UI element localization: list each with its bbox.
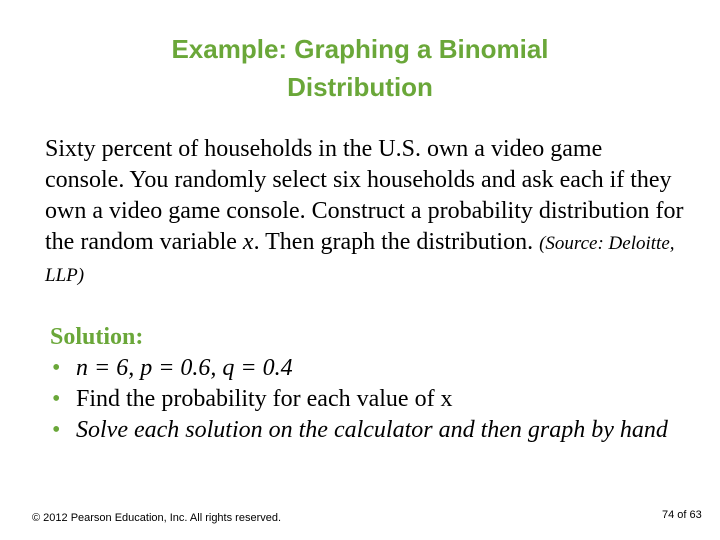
- solution-bullet: [50, 415, 670, 446]
- problem-text-part2: . Then graph the distribution.: [253, 229, 540, 255]
- bullet-text: Find the probability for each value of x: [76, 386, 453, 412]
- slide-title-line1: Example: Graphing a Binomial: [171, 34, 549, 64]
- slide-title: [0, 30, 720, 106]
- problem-statement: [45, 134, 685, 291]
- bullet-dot-icon: •: [52, 355, 61, 381]
- problem-text-part1: Sixty percent of households in the U.S. own a video game console. You randomly select six households and ask each if they own a video game console. Construct a probability distribution for the random variable: [45, 136, 684, 255]
- solution-bullet: [50, 384, 670, 415]
- bullet-text: n = 6, p = 0.6, q = 0.4: [76, 355, 293, 381]
- source-citation: (Source: Deloitte, LLP): [45, 233, 675, 286]
- page-number: 74 of 63: [662, 509, 702, 521]
- solution-bullet: [50, 353, 670, 384]
- solution-section: [50, 322, 670, 446]
- bullet-text: Solve each solution on the calculator and then graph by hand: [76, 417, 668, 443]
- slide-title-line2: Distribution: [287, 72, 433, 102]
- solution-label: Solution:: [50, 324, 144, 350]
- bullet-dot-icon: •: [52, 417, 61, 443]
- copyright-footer: © 2012 Pearson Education, Inc. All rights reserved.: [32, 512, 282, 524]
- bullet-dot-icon: •: [52, 386, 61, 412]
- random-variable: x: [242, 229, 254, 255]
